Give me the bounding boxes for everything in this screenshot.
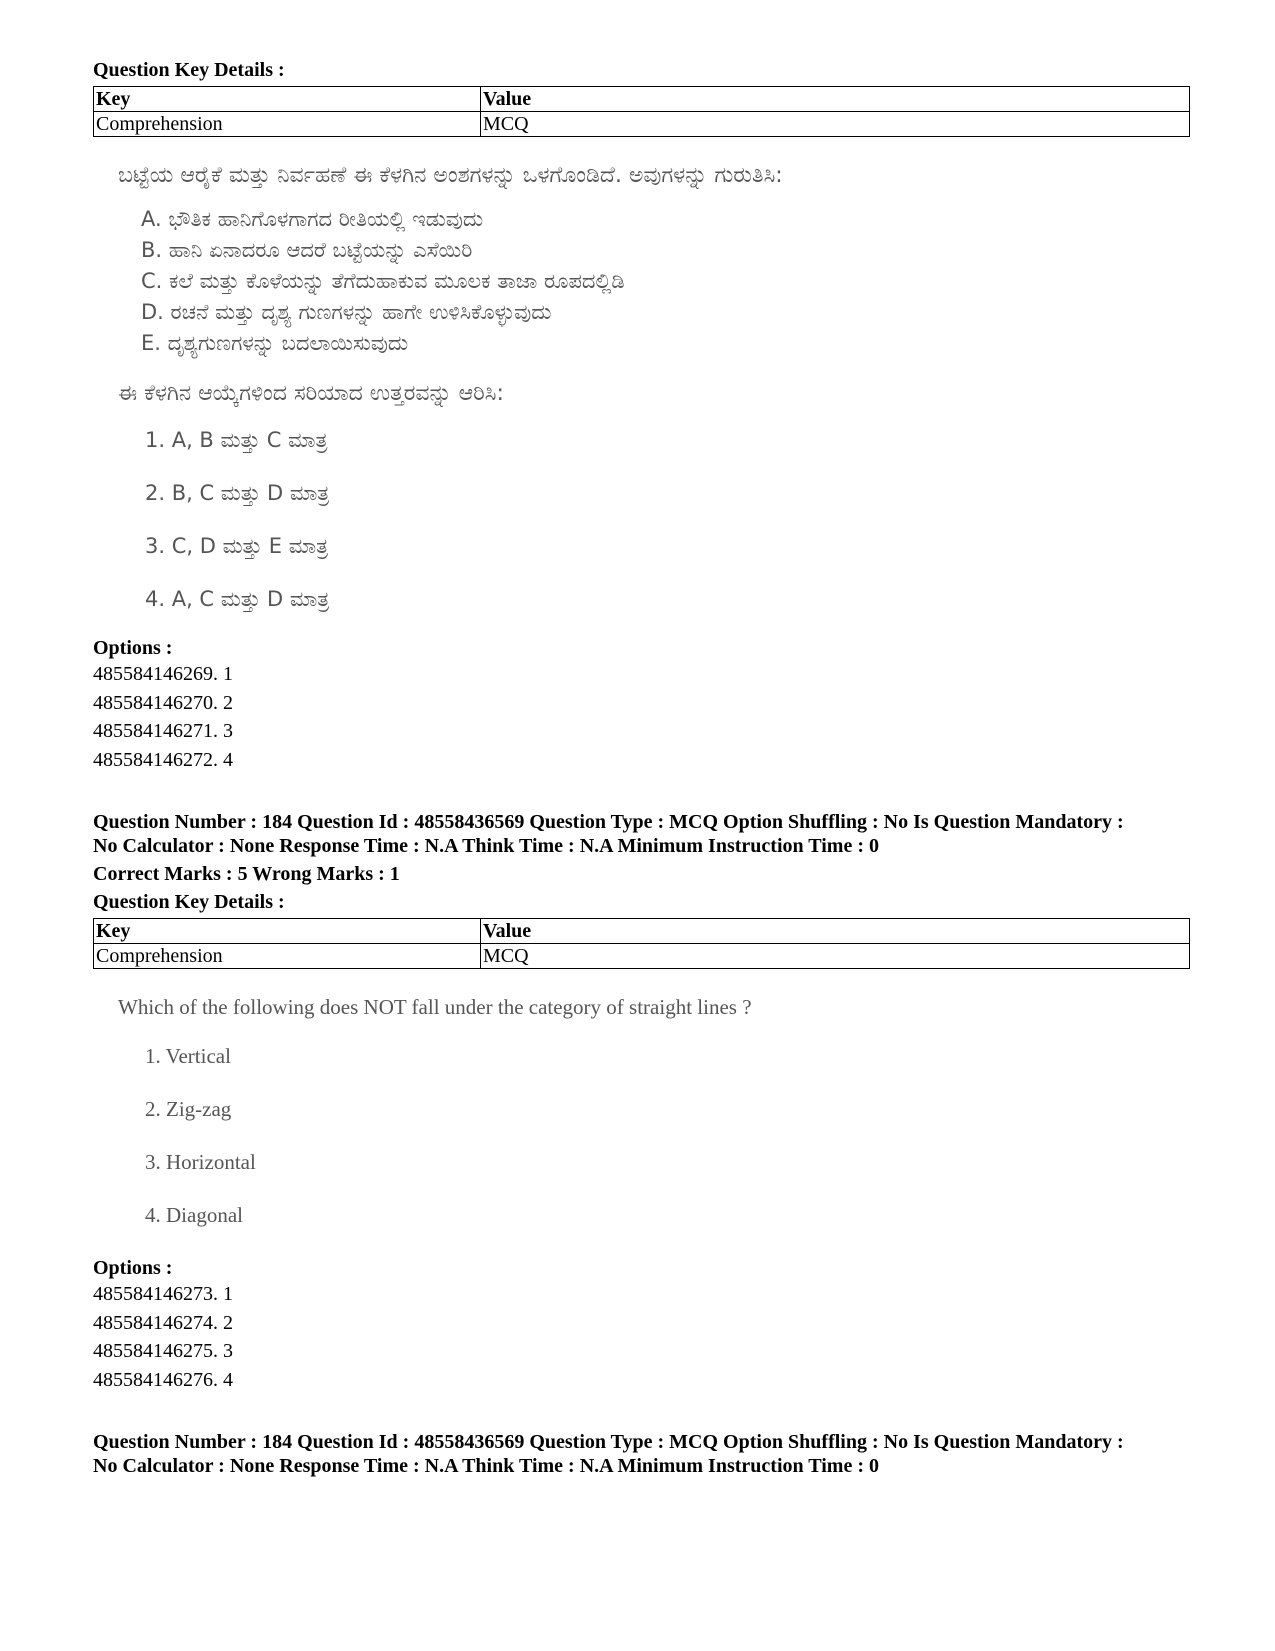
question-stem: ಬಟ್ಟೆಯ ಆರೈಕೆ ಮತ್ತು ನಿರ್ವಹಣೆ ಈ ಕೆಳಗಿನ ಅಂಶಗಳನ್ನು ಒಳಗೊಂಡಿದೆ. ಅವುಗಳನ್ನು ಗುರುತಿಸಿ: xyxy=(118,163,783,188)
document-page xyxy=(93,58,1190,1478)
options-label: Options : xyxy=(93,637,173,659)
table-cell-key: Comprehension xyxy=(94,944,481,969)
table-header-row xyxy=(94,87,1190,112)
option-item: 485584146270. 2 xyxy=(93,691,233,714)
table-header-row xyxy=(94,919,1190,944)
statement-e: E. ದೃಶ್ಯಗುಣಗಳನ್ನು ಬದಲಾಯಿಸುವುದು xyxy=(141,331,409,355)
table-cell-key: Comprehension xyxy=(94,112,481,137)
question-meta-line-2: No Calculator : None Response Time : N.A Think Time : N.A Minimum Instruction Time : 0 xyxy=(93,835,879,857)
options-list xyxy=(93,1280,1190,1394)
choice-3: 3. C, D ಮತ್ತು E ಮಾತ್ರ xyxy=(145,534,329,558)
option-item: 485584146271. 3 xyxy=(93,720,233,742)
table-header-key: Key xyxy=(94,87,481,112)
option-item: 485584146272. 4 xyxy=(93,748,233,771)
table-row xyxy=(94,944,1190,969)
table-header-value: Value xyxy=(481,919,1190,944)
question-meta-line-2: No Calculator : None Response Time : N.A Think Time : N.A Minimum Instruction Time : 0 xyxy=(93,1455,879,1477)
statement-c: C. ಕಲೆ ಮತ್ತು ಕೊಳೆಯನ್ನು ತೆಗೆದುಹಾಕುವ ಮೂಲಕ ತಾಜಾ ರೂಪದಲ್ಲಿಡಿ xyxy=(141,269,625,293)
choice-4: 4. Diagonal xyxy=(145,1203,243,1227)
choice-1: 1. A, B ಮತ್ತು C ಮಾತ್ರ xyxy=(145,428,328,452)
table-header-value: Value xyxy=(481,87,1190,112)
marks-line: Correct Marks : 5 Wrong Marks : 1 xyxy=(93,863,400,885)
table-cell-value: MCQ xyxy=(481,944,1190,969)
key-details-label: Question Key Details : xyxy=(93,59,285,81)
key-value-table xyxy=(93,86,1190,137)
option-item: 485584146276. 4 xyxy=(93,1368,233,1391)
statement-d: D. ರಚನೆ ಮತ್ತು ದೃಶ್ಯ ಗುಣಗಳನ್ನು ಹಾಗೇ ಉಳಿಸಿಕೊಳ್ಳುವುದು xyxy=(141,300,552,324)
statement-a: A. ಭೌತಿಕ ಹಾನಿಗೊಳಗಾಗದ ರೀತಿಯಲ್ಲಿ ಇಡುವುದು xyxy=(141,207,484,231)
table-row xyxy=(94,112,1190,137)
choice-2: 2. B, C ಮತ್ತು D ಮಾತ್ರ xyxy=(145,481,330,505)
question-image xyxy=(93,163,1190,612)
question-stem: Which of the following does NOT fall under the category of straight lines ? xyxy=(118,995,752,1019)
statement-b: B. ಹಾನಿ ಏನಾದರೂ ಆದರೆ ಬಟ್ಟೆಯನ್ನು ಎಸೆಯಿರಿ xyxy=(141,238,473,262)
table-cell-value: MCQ xyxy=(481,112,1190,137)
key-value-table xyxy=(93,918,1190,969)
choice-2: 2. Zig-zag xyxy=(145,1097,232,1121)
options-label: Options : xyxy=(93,1257,173,1279)
key-details-label: Question Key Details : xyxy=(93,891,285,913)
choice-1: 1. Vertical xyxy=(145,1044,231,1068)
options-list xyxy=(93,660,1190,774)
choice-4: 4. A, C ಮತ್ತು D ಮಾತ್ರ xyxy=(145,587,330,611)
option-item: 485584146269. 1 xyxy=(93,663,233,685)
question-meta-line-1: Question Number : 184 Question Id : 48558436569 Question Type : MCQ Option Shuffling : No Is Question Mandatory : xyxy=(93,1431,1124,1453)
option-item: 485584146275. 3 xyxy=(93,1340,233,1362)
option-item: 485584146273. 1 xyxy=(93,1283,233,1305)
table-header-key: Key xyxy=(94,919,481,944)
choice-3: 3. Horizontal xyxy=(145,1150,256,1174)
question-meta-line-1: Question Number : 184 Question Id : 48558436569 Question Type : MCQ Option Shuffling : No Is Question Mandatory : xyxy=(93,811,1124,833)
select-prompt: ಈ ಕೆಳಗಿನ ಆಯ್ಕೆಗಳಿಂದ ಸರಿಯಾದ ಉತ್ತರವನ್ನು ಆರಿಸಿ: xyxy=(118,381,504,406)
option-item: 485584146274. 2 xyxy=(93,1311,233,1334)
question-image xyxy=(93,995,1190,1228)
